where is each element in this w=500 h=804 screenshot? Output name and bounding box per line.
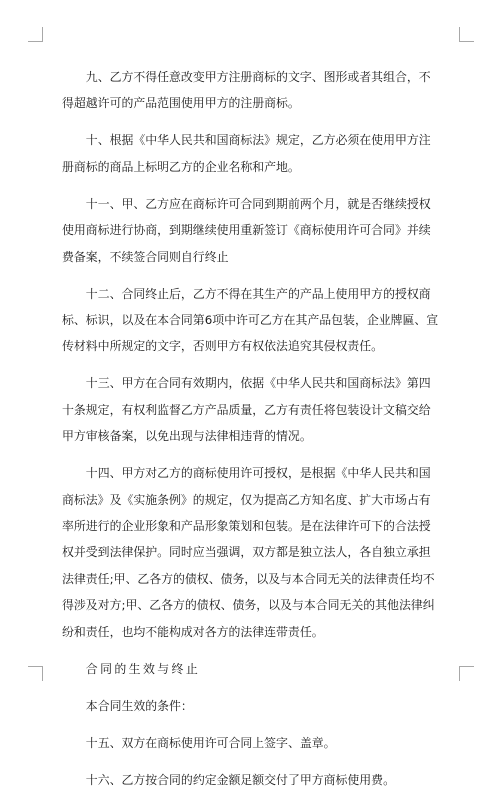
crop-mark-top-right (459, 27, 474, 42)
document-body (62, 64, 440, 804)
clause-11: 十一、甲、乙方应在商标许可合同到期前两个月，就是否继续授权使用商标进行协商，到期继续使用重新签订《商标使用许可合同》并续费备案，不续签合同则自行终止 (62, 196, 431, 264)
clause-13: 十三、甲方在合同有效期内，依据《中华人民共和国商标法》第四十条规定，有权利监督乙方产品质量，乙方有责任将包装设计文稿交给甲方审核备案，以免出现与法律相违背的情况。 (62, 376, 431, 444)
clause-9: 九、乙方不得任意改变甲方注册商标的文字、图形或者其组合，不得超越许可的产品范围使用甲方的注册商标。 (62, 70, 431, 111)
section-heading: 合同的生效与终止 (85, 661, 201, 676)
clause-16: 十六、乙方按合同的约定金额足额交付了甲方商标使用费。 (85, 772, 395, 787)
clause-10: 十、根据《中华人民共和国商标法》规定，乙方必须在使用甲方注册商标的商品上标明乙方的企业名称和产地。 (62, 133, 431, 174)
clause-15: 十五、双方在商标使用许可合同上签字、盖章。 (85, 735, 336, 750)
crop-mark-bottom-left (28, 666, 43, 681)
clause-12: 十二、合同终止后，乙方不得在其生产的产品上使用甲方的授权商标、标识，以及在本合同第6项中许可乙方在其产品包装，企业牌匾、宣传材料中所规定的文字，否则甲方有权依法追究其侵权责任。 (62, 286, 439, 354)
crop-mark-top-left (28, 27, 43, 42)
effective-conditions-label: 本合同生效的条件： (85, 698, 193, 713)
clause-14: 十四、甲方对乙方的商标使用许可授权，是根据《中华人民共和国商标法》及《实施条例》的规定，仅为提高乙方知名度、扩大市场占有率所进行的企业形象和产品形象策划和包装。是在法律许可下的合法授权并受到法律保护。同时应当强调，双方都是独立法人，各自独立承担法律责任;甲、乙各方的债权、债务，以及与本合同无关的法律责任均不得涉及对方;甲、乙各方的债权、债务，以及与本合同无关的其他法律纠纷和责任，也均不能构成对各方的法律连带责任。 (62, 466, 435, 639)
crop-mark-bottom-right (459, 666, 474, 681)
